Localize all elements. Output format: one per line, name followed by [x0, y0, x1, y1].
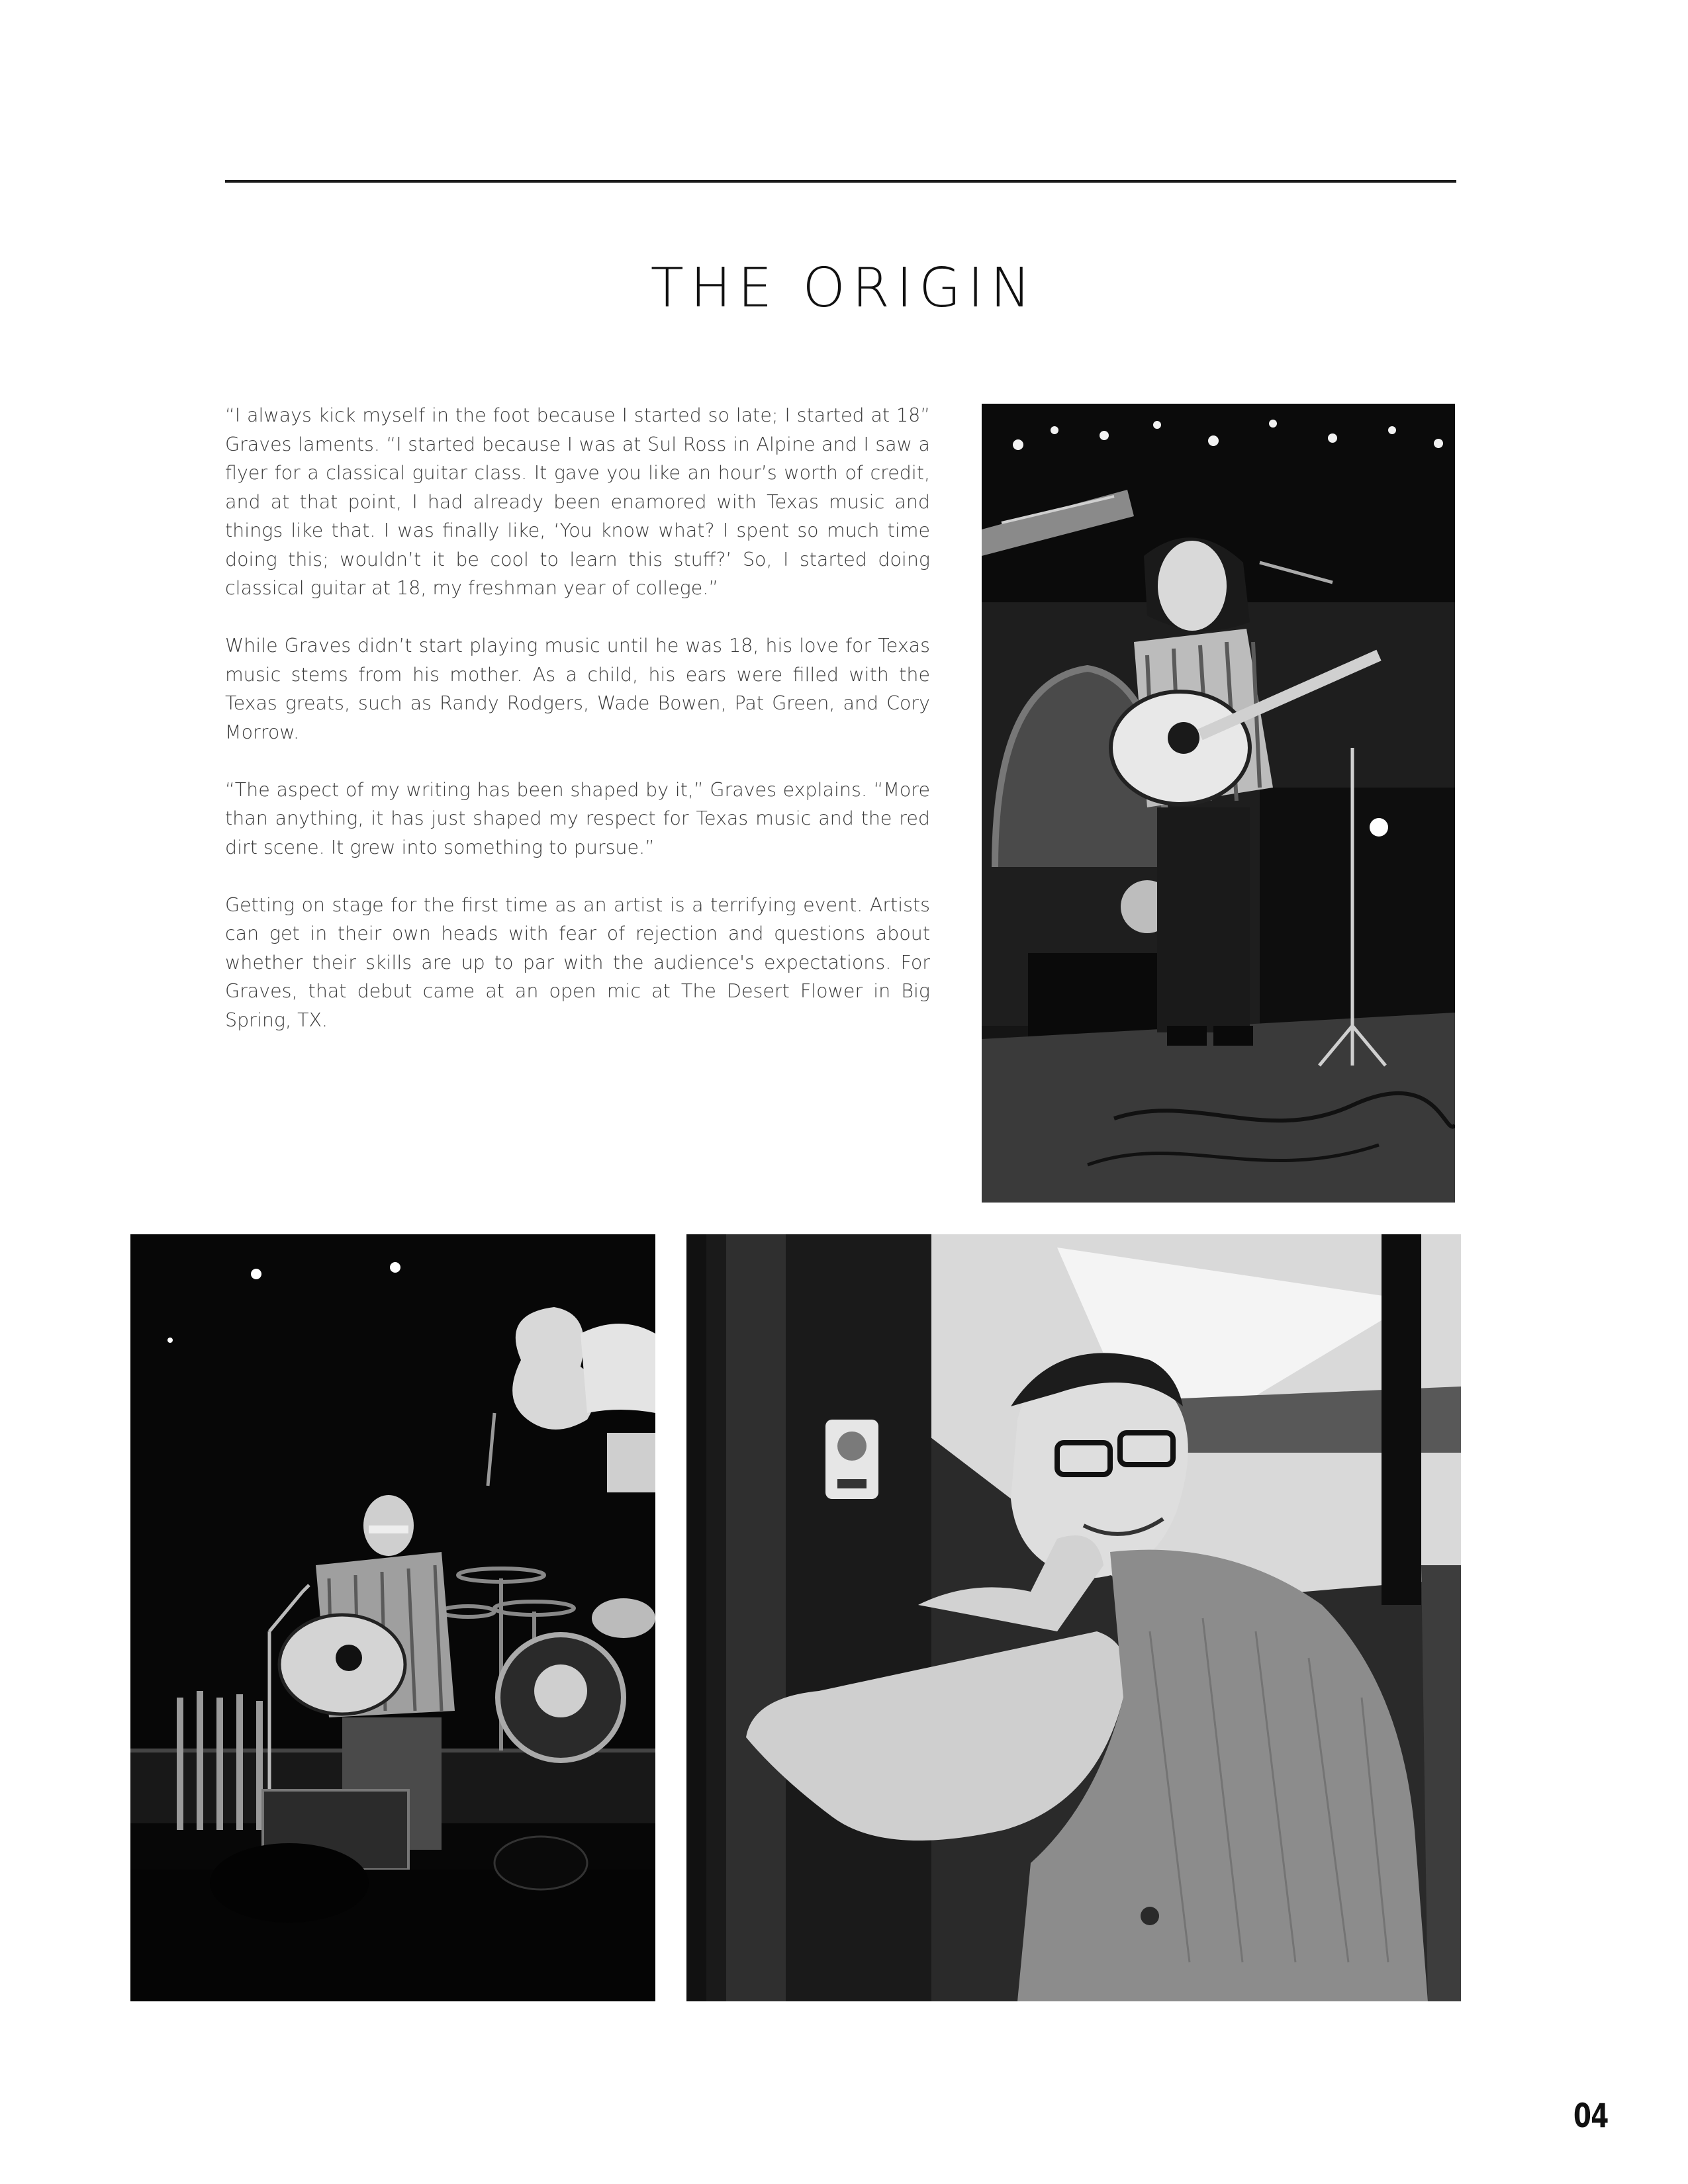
- page-number: 04: [1573, 2097, 1609, 2135]
- paragraph: “The aspect of my writing has been shaped by it,” Graves explains. “More than anything, it has just shaped my respect for Texas music and the red dirt scene. It grew into something to pursue.”: [225, 778, 930, 858]
- top-rule: [225, 180, 1456, 183]
- paragraph: Getting on stage for the first time as an artist is a terrifying event. Artists can get in their own heads with fear of rejection and questions about whether their skills are up to par with the audience's expectations. For Graves, that debut came at an open mic at The Desert Flower in Big Spring, TX.: [225, 893, 930, 1031]
- photo-harmonica-performer: [130, 1234, 655, 2001]
- article-body: [225, 401, 930, 1064]
- page-title: THE ORIGIN: [650, 257, 1038, 320]
- paragraph: “I always kick myself in the foot because I started so late; I started at 18” Graves laments. “I started because I was at Sul Ross in Alpine and I saw a flyer for a classical guitar class. It gave you like an hour’s worth of credit, and at that point, I had already been enamored with Texas music and things like that. I was finally like, ‘You know what? I spent so much time doing this; wouldn’t it be cool to learn this stuff?’ So, I started doing classical guitar at 18, my freshman year of college.”: [225, 404, 930, 599]
- photo-smiling-portrait: [686, 1234, 1461, 2001]
- paragraph: While Graves didn’t start playing music until he was 18, his love for Texas music stems from his mother. As a child, his ears were filled with the Texas greats, such as Randy Rodgers, Wade Bowen, Pat Green, and Cory Morrow.: [225, 635, 930, 743]
- photo-stage-performer: [982, 404, 1455, 1203]
